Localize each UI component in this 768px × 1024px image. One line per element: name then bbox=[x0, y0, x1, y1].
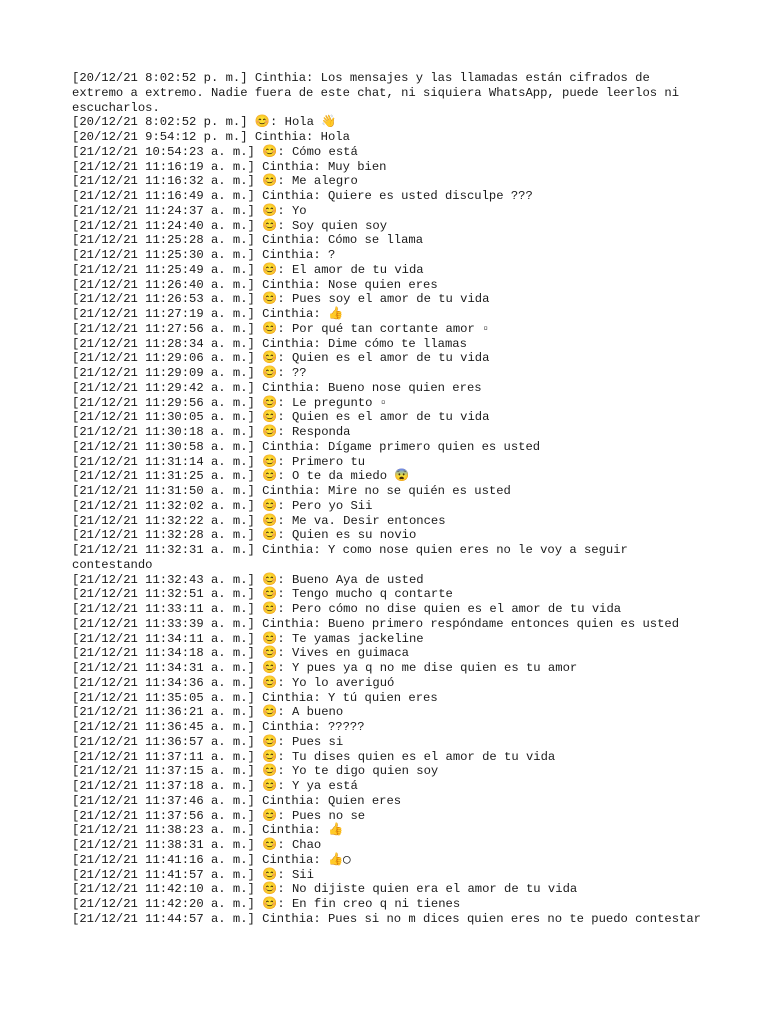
message-line: [21/12/21 11:42:20 a. m.] 😊: En fin creo q ni tienes bbox=[72, 897, 461, 911]
message-line: [21/12/21 11:29:09 a. m.] 😊: ?? bbox=[72, 366, 307, 380]
message-line: [21/12/21 11:37:56 a. m.] 😊: Pues no se bbox=[72, 808, 366, 823]
message-line: [21/12/21 11:32:51 a. m.] 😊: Tengo mucho q contarte bbox=[72, 587, 453, 602]
message-line: [21/12/21 11:33:39 a. m.] Cinthia: Bueno primero respóndame entonces quien es usted bbox=[72, 616, 680, 631]
message-line: [21/12/21 11:16:49 a. m.] Cinthia: Quiere es usted disculpe ??? bbox=[72, 189, 533, 203]
message-line: [21/12/21 11:24:37 a. m.] 😊: Yo bbox=[72, 203, 307, 218]
message-line: [21/12/21 11:27:19 a. m.] Cinthia: 👍 bbox=[72, 307, 344, 321]
message-line: [20/12/21 8:02:52 p. m.] 😊: Hola 👋 bbox=[72, 115, 337, 130]
message-line: [21/12/21 11:34:36 a. m.] 😊: Yo lo averiguó bbox=[72, 675, 395, 690]
message-line: [21/12/21 11:36:45 a. m.] Cinthia: ????? bbox=[72, 720, 365, 734]
message-line: [21/12/21 11:37:11 a. m.] 😊: Tu dises quien es el amor de tu vida bbox=[72, 749, 556, 764]
message-line: [21/12/21 11:30:05 a. m.] 😊: Quien es el amor de tu vida bbox=[72, 410, 490, 425]
message-line: [21/12/21 11:32:02 a. m.] 😊: Pero yo Sii bbox=[72, 498, 373, 513]
message-line: [21/12/21 11:24:40 a. m.] 😊: Soy quien soy bbox=[72, 218, 388, 233]
message-line: [20/12/21 9:54:12 p. m.] Cinthia: Hola bbox=[72, 130, 350, 144]
message-line: [21/12/21 11:28:34 a. m.] Cinthia: Dime cómo te llamas bbox=[72, 336, 467, 351]
message-line: [21/12/21 11:41:16 a. m.] Cinthia: 👍◯ bbox=[72, 852, 351, 867]
message-line: [21/12/21 11:26:40 a. m.] Cinthia: Nose quien eres bbox=[72, 277, 438, 292]
message-line: [21/12/21 11:32:31 a. m.] Cinthia: Y como nose quien eres no le voy a seguir contestando bbox=[72, 543, 636, 572]
message-line: [21/12/21 11:34:31 a. m.] 😊: Y pues ya q no me dise quien es tu amor bbox=[72, 661, 578, 675]
message-line: [21/12/21 11:25:30 a. m.] Cinthia: ? bbox=[72, 248, 336, 262]
message-line: [21/12/21 11:42:10 a. m.] 😊: No dijiste quien era el amor de tu vida bbox=[72, 882, 578, 897]
message-line: [21/12/21 11:30:18 a. m.] 😊: Responda bbox=[72, 425, 351, 439]
message-line: [21/12/21 11:16:32 a. m.] 😊: Me alegro bbox=[72, 174, 358, 189]
message-line: [21/12/21 11:44:57 a. m.] Cinthia: Pues si no m dices quien eres no te puedo contestar bbox=[72, 911, 701, 926]
message-line: [21/12/21 11:26:53 a. m.] 😊: Pues soy el amor de tu vida bbox=[72, 292, 490, 307]
message-line: [21/12/21 11:30:58 a. m.] Cinthia: Dígame primero quien es usted bbox=[72, 439, 541, 454]
message-line: [21/12/21 11:32:43 a. m.] 😊: Bueno Aya de usted bbox=[72, 572, 424, 587]
message-line: [21/12/21 11:31:25 a. m.] 😊: O te da miedo 😨 bbox=[72, 469, 410, 484]
message-line: [21/12/21 11:41:57 a. m.] 😊: Sii bbox=[72, 867, 314, 882]
message-line: [20/12/21 8:02:52 p. m.] Cinthia: Los mensajes y las llamadas están cifrados de extremo a extremo. Nadie fuera de este chat, ni siquiera WhatsApp, puede leerlos ni escucharlos. bbox=[72, 71, 687, 115]
message-line: [21/12/21 11:38:31 a. m.] 😊: Chao bbox=[72, 838, 322, 852]
message-line: [21/12/21 11:37:15 a. m.] 😊: Yo te digo quien soy bbox=[72, 764, 439, 779]
message-line: [21/12/21 11:37:18 a. m.] 😊: Y ya está bbox=[72, 779, 358, 793]
chat-transcript bbox=[72, 71, 702, 927]
message-line: [21/12/21 11:36:57 a. m.] 😊: Pues si bbox=[72, 734, 344, 749]
message-line: [21/12/21 11:38:23 a. m.] Cinthia: 👍 bbox=[72, 823, 344, 838]
message-line: [21/12/21 10:54:23 a. m.] 😊: Cómo está bbox=[72, 144, 358, 159]
message-line: [21/12/21 11:16:19 a. m.] Cinthia: Muy bien bbox=[72, 159, 387, 174]
message-line: [21/12/21 11:29:42 a. m.] Cinthia: Bueno nose quien eres bbox=[72, 380, 482, 395]
message-line: [21/12/21 11:32:22 a. m.] 😊: Me va. Desir entonces bbox=[72, 513, 446, 528]
message-line: [21/12/21 11:29:06 a. m.] 😊: Quien es el amor de tu vida bbox=[72, 351, 490, 366]
message-line: [21/12/21 11:37:46 a. m.] Cinthia: Quien eres bbox=[72, 793, 402, 808]
message-line: [21/12/21 11:36:21 a. m.] 😊: A bueno bbox=[72, 705, 344, 720]
message-line: [21/12/21 11:34:18 a. m.] 😊: Vives en guimaca bbox=[72, 646, 409, 661]
message-line: [21/12/21 11:34:11 a. m.] 😊: Te yamas jackeline bbox=[72, 631, 424, 646]
message-line: [21/12/21 11:29:56 a. m.] 😊: Le pregunto ▫ bbox=[72, 395, 388, 410]
message-line: [21/12/21 11:33:11 a. m.] 😊: Pero cómo no dise quien es el amor de tu vida bbox=[72, 602, 622, 616]
message-line: [21/12/21 11:27:56 a. m.] 😊: Por qué tan cortante amor ▫ bbox=[72, 321, 490, 336]
message-line: [21/12/21 11:35:05 a. m.] Cinthia: Y tú quien eres bbox=[72, 690, 438, 705]
message-line: [21/12/21 11:32:28 a. m.] 😊: Quien es su novio bbox=[72, 528, 417, 543]
message-line: [21/12/21 11:31:50 a. m.] Cinthia: Mire no se quién es usted bbox=[72, 484, 511, 498]
message-line: [21/12/21 11:25:28 a. m.] Cinthia: Cómo se llama bbox=[72, 233, 424, 248]
message-line: [21/12/21 11:31:14 a. m.] 😊: Primero tu bbox=[72, 454, 366, 469]
message-line: [21/12/21 11:25:49 a. m.] 😊: El amor de tu vida bbox=[72, 262, 424, 277]
